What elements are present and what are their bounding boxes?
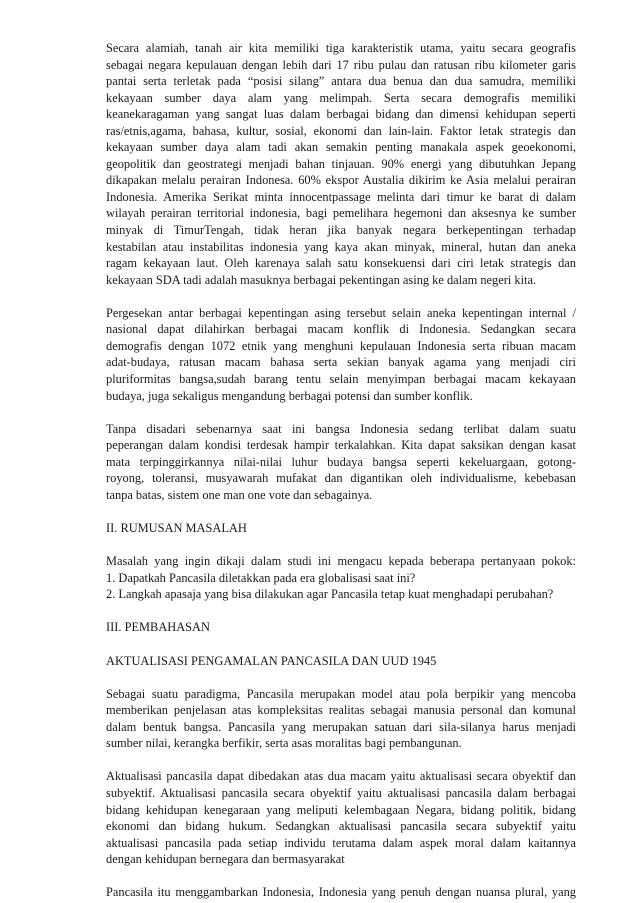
text-line: aktualisasi pancasila pada setiap individu terutama dalam aspek moral dalam kaitannya	[106, 835, 576, 850]
heading-rumusan-masalah	[106, 520, 576, 537]
text-line: kestabilan atau instabilitas indonesia yang kaya akan minyak, mineral, hutan dan aneka	[106, 239, 576, 254]
text-line: kekayaan sumber daya alam yang melimpah. Serta secara demografis memiliki	[106, 90, 576, 105]
text-line: subyektif. Aktualisasi pancasila secara obyektif yaitu aktualisasi pancasila dalam berbagai	[106, 785, 576, 800]
text-line: 2. Langkah apasaja yang bisa dilakukan agar Pancasila tetap kuat menghadapi perubahan?	[106, 587, 554, 602]
heading-text: III. PEMBAHASAN	[106, 620, 210, 635]
text-line: sumber nilai, kerangka berfikir, serta asas moralitas bagi pembangunan.	[106, 736, 462, 751]
heading-text: II. RUMUSAN MASALAH	[106, 521, 247, 535]
text-line: 1. Dapatkah Pancasila diletakkan pada era globalisasi saat ini?	[106, 570, 416, 585]
text-line: dalam bentuk bangsa. Pancasila yang merupakan satuan dari sila-silanya harus menjadi	[106, 719, 576, 734]
heading-pembahasan	[106, 619, 576, 636]
document-page	[106, 40, 576, 901]
paragraph-aktualisasi-pancasila	[106, 768, 576, 867]
paragraph-tanpa-disadari	[106, 421, 576, 504]
paragraph-spacer	[106, 636, 576, 653]
paragraph-spacer	[106, 404, 576, 421]
text-line: memberikan penjelasan atas kompleksitas realitas sebagai manusia personal dan komunal	[106, 703, 576, 718]
text-line: dengan kehidupan bernegara dan bermasyarakat	[106, 852, 345, 867]
text-line: bidang kehidupan kenegaraan yang meliputi kelembagaan Negara, bidang politik, bidang	[106, 802, 576, 817]
text-line: ragam kekayaan laut. Oleh karenaya salah satu konsekuensi dari ciri letak strategis dan	[106, 256, 576, 271]
text-line: demografis dengan 1072 etnik yang menghuni kepulauan Indonesia serta ribuan macam	[106, 338, 576, 353]
text-line: minyak di TimurTengah, tidak heran jika banyak negara berkepentingan terhadap	[106, 223, 576, 238]
paragraph-spacer	[106, 868, 576, 885]
text-line: geopolitik dan geostrategi menjadi bahan tinjauan. 90% energi yang dibutuhkan Jepang	[106, 156, 576, 171]
text-line: dikapakan melalu perairan Indonesa. 60% ekspor Austalia dikirim ke Asia melalui perairan	[106, 173, 576, 188]
paragraph-pancasila-indonesia	[106, 884, 576, 901]
heading-aktualisasi	[106, 653, 576, 670]
text-line: Pergesekan antar berbagai kepentingan asing tersebut selain aneka kepentingan internal /	[106, 305, 576, 320]
text-line: ekonomi dan bidang hukum. Sedangkan aktualisasi pancasila secara subyektif yaitu	[106, 819, 576, 834]
text-line: sebagai negara kepulauan dengan lebih dari 17 ribu pulau dan ratusan ribu kilometer garis	[106, 57, 576, 72]
text-line: Indonesia. Amerika Serikat minta innocentpassage melinta dari timur ke barat di dalam	[106, 189, 576, 204]
heading-text: AKTUALISASI PENGAMALAN PANCASILA DAN UUD 1945	[106, 653, 437, 668]
text-line: pantai serta terletak pada “posisi silang” antara dua benua dan dua samudra, memiliki	[106, 74, 576, 89]
paragraph-spacer	[106, 288, 576, 305]
paragraph-paradigma	[106, 686, 576, 752]
text-line: kekayaan SDA tadi adalah masuknya berbagai pekentingan asing ke dalam negeri kita.	[106, 272, 537, 287]
text-line: tanpa batas, sistem one man one vote dan sebagainya.	[106, 487, 373, 502]
text-line: Pancasila itu menggambarkan Indonesia, Indonesia yang penuh dengan nuansa plural, yang	[106, 885, 576, 900]
paragraph-spacer	[106, 603, 576, 620]
text-line: Tanpa disadari sebenarnya saat ini bangsa Indonesia sedang terlibat dalam suatu	[106, 421, 576, 436]
text-line: Masalah yang ingin dikaji dalam studi ini mengacu kepada beberapa pertanyaan pokok:	[106, 554, 577, 569]
paragraph-pergesekan	[106, 305, 576, 404]
paragraph-spacer	[106, 669, 576, 686]
text-line: peperangan dalam kondisi terdesak hampir terkalahkan. Kita dapat saksikan dengan kasat	[106, 438, 576, 453]
text-line: keanekaragaman yang sangat luas dalam berbagai bidang dan dimensi kehidupan seperti	[106, 107, 576, 122]
paragraph-spacer	[106, 752, 576, 769]
text-line: kekayaan sumber daya alam tadi akan semakin penting manakala aspek geoekonomi,	[106, 140, 576, 155]
text-line: royong, toleransi, musyawarah mufakat dan digantikan oleh individualisme, kebebasan	[106, 471, 576, 486]
paragraph-spacer	[106, 503, 576, 520]
text-line: wilayah perairan territorial indonesia, bagi pemelihara hegemoni dan aksesnya ke sumber	[106, 206, 576, 221]
text-line: pluriformitas bangsa,sudah barang tentu selain menyimpan berbagai macam kekayaan	[106, 371, 576, 386]
text-line: Sebagai suatu paradigma, Pancasila merupakan model atau pola berpikir yang mencoba	[106, 686, 576, 701]
paragraph-spacer	[106, 537, 576, 554]
text-line: ras/etnis,agama, bahasa, kultur, sosial, ekonomi dan lain-lain. Faktor letak strategis dan	[106, 123, 577, 138]
text-line: Aktualisasi pancasila dapat dibedakan atas dua macam yaitu aktualisasi secara obyektif dan	[106, 769, 576, 784]
paragraph-masalah	[106, 553, 576, 603]
text-line: nasional dapat dilahirkan berbagai macam konflik di Indonesia. Sedangkan secara	[106, 322, 576, 337]
text-line: budaya, juga sekaligus mengandung berbagai potensi dan sumber konflik.	[106, 388, 473, 403]
text-line: Secara alamiah, tanah air kita memiliki tiga karakteristik utama, yaitu secara geografis	[106, 41, 576, 55]
text-line: adat-budaya, ratusan macam bahasa serta sekian banyak agama yang menjadi ciri	[106, 355, 576, 370]
paragraph-geografis	[106, 40, 576, 288]
text-line: mata terpinggirkannya nilai-nilai luhur budaya bangsa seperti kekeluargaan, gotong-	[106, 454, 576, 469]
